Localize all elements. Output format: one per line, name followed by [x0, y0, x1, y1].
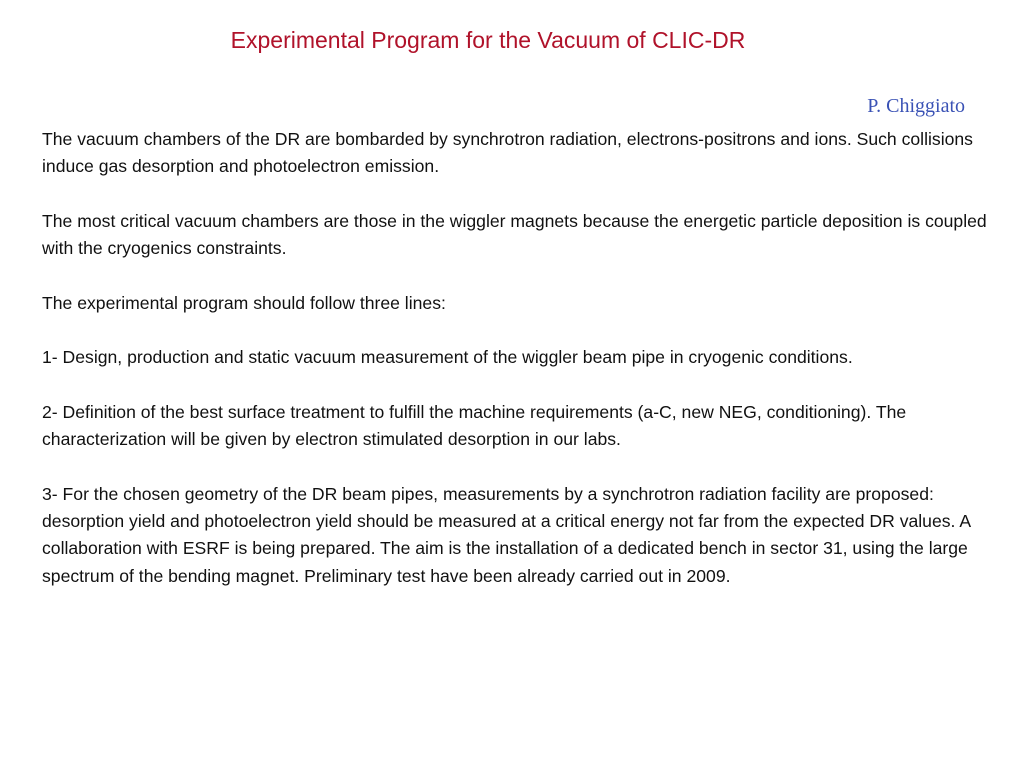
list-item-line-1: 1- Design, production and static vacuum measurement of the wiggler beam pipe in cryogenic conditions. [42, 347, 853, 368]
slide-title: Experimental Program for the Vacuum of CLIC-DR [230, 27, 746, 53]
paragraph-intro: The vacuum chambers of the DR are bombarded by synchrotron radiation, electrons-positrons and ions. Such collisions induce gas desorption and photoelectron emission. [42, 129, 973, 177]
list-item-line-3: 3- For the chosen geometry of the DR beam pipes, measurements by a synchrotron radiation facility are proposed: desorption yield and photoelectron yield should be measured at a critical energy not far from the expected DR values. A collaboration with ESRF is being prepared. The aim is the installation of a dedicated bench in sector 31, using the large spectrum of the bending magnet. Preliminary test have been already carried out in 2009. [42, 483, 971, 586]
paragraph-program-lines: The experimental program should follow three lines: [42, 292, 446, 313]
slide-body [42, 126, 994, 590]
list-item-line-2: 2- Definition of the best surface treatment to fulfill the machine requirements (a-C, new NEG, conditioning). The characterization will be given by electron stimulated desorption in our labs. [42, 401, 907, 450]
slide-author: P. Chiggiato [867, 95, 965, 117]
paragraph-critical-chambers: The most critical vacuum chambers are those in the wiggler magnets because the energetic particle deposition is coupled with the cryogenics constraints. [42, 210, 987, 259]
